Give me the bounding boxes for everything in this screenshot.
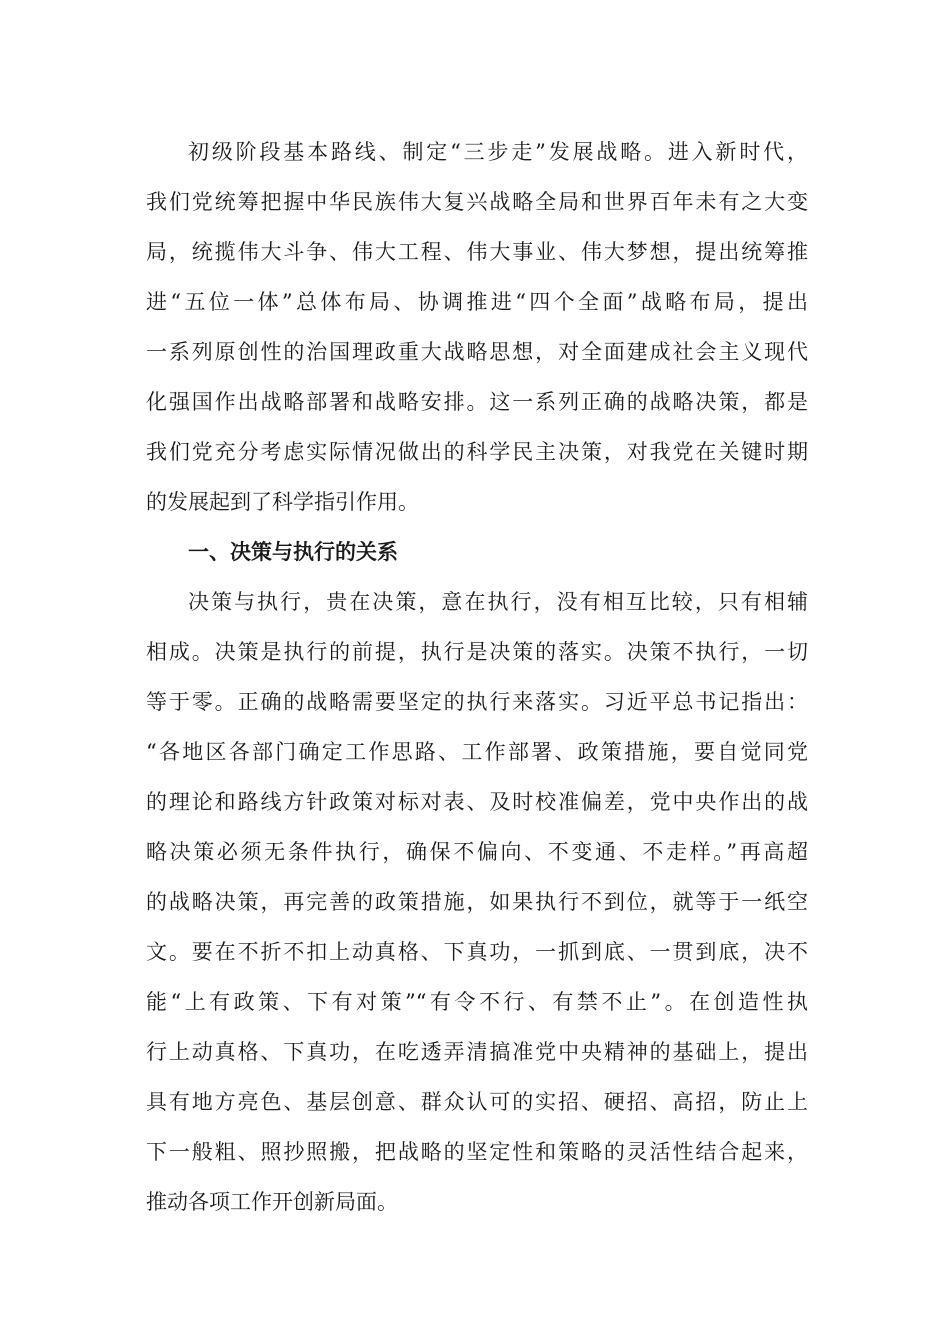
paragraph-line: 的理论和路线方针政策对标对表、及时校准偏差，党中央作出的战	[146, 790, 808, 814]
paragraph-line: 局，统揽伟大斗争、伟大工程、伟大事业、伟大梦想，提出统筹推	[146, 240, 808, 264]
paragraph-line: 推动各项工作开创新局面。	[146, 1190, 398, 1214]
paragraph-line: 等于零。正确的战略需要坚定的执行来落实。习近平总书记指出：	[146, 690, 808, 714]
paragraph-line: 初级阶段基本路线、制定“三步走”发展战略。进入新时代，	[188, 140, 808, 164]
section-heading: 一、决策与执行的关系	[188, 539, 398, 564]
document-body	[146, 127, 808, 1227]
paragraph-line: 进“五位一体”总体布局、协调推进“四个全面”战略布局，提出	[146, 290, 808, 314]
paragraph-line: 决策与执行，贵在决策，意在执行，没有相互比较，只有相辅	[188, 590, 808, 614]
paragraph-line: 的发展起到了科学指引作用。	[146, 490, 419, 514]
paragraph-line: 相成。决策是执行的前提，执行是决策的落实。决策不执行，一切	[146, 640, 808, 664]
paragraph-line: 一系列原创性的治国理政重大战略思想，对全面建成社会主义现代	[146, 340, 808, 364]
paragraph-line: 化强国作出战略部署和战略安排。这一系列正确的战略决策，都是	[146, 390, 808, 414]
paragraph-line: 略决策必须无条件执行，确保不偏向、不变通、不走样。”再高超	[146, 840, 808, 864]
paragraph-line: 具有地方亮色、基层创意、群众认可的实招、硬招、高招，防止上	[146, 1090, 808, 1114]
paragraph-line: 能“上有政策、下有对策”“有令不行、有禁不止”。在创造性执	[146, 990, 808, 1014]
paragraph-line: 我们党统筹把握中华民族伟大复兴战略全局和世界百年未有之大变	[146, 190, 808, 214]
paragraph-line: 下一般粗、照抄照搬，把战略的坚定性和策略的灵活性结合起来，	[146, 1140, 808, 1164]
paragraph-line: “各地区各部门确定工作思路、工作部署、政策措施，要自觉同党	[146, 740, 808, 764]
paragraph-line: 文。要在不折不扣上动真格、下真功，一抓到底、一贯到底，决不	[146, 940, 808, 964]
paragraph-line: 我们党充分考虑实际情况做出的科学民主决策，对我党在关键时期	[146, 440, 808, 464]
paragraph-line: 的战略决策，再完善的政策措施，如果执行不到位，就等于一纸空	[146, 890, 808, 914]
paragraph-line: 行上动真格、下真功，在吃透弄清搞准党中央精神的基础上，提出	[146, 1040, 808, 1064]
